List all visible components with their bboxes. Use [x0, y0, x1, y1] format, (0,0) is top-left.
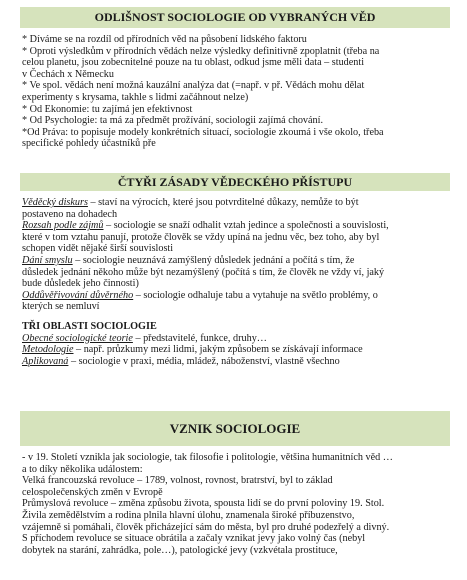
text-line: * Ve spol. vědách není možná kauzální analýza dat (=např. v př. Vědách mohu dělat: [22, 80, 365, 92]
list-item: [22, 333, 450, 345]
list-item: [22, 220, 450, 232]
text-line: S příchodem revoluce se situace obrátila a začaly vznikat jevy jako volný čas (nebyl: [22, 533, 366, 545]
text-line: které v tom vztahu panují, protože člověk se vždy upíná na jednu věc, bez toho, aby byl: [22, 231, 380, 243]
text-line: bude důsledek jeho činnosti): [22, 278, 139, 290]
definition: – staví na výrocích, které jsou potvrditelné důkazy, nemůže to být: [87, 197, 359, 208]
text-line: schopen vidět nějaké širší souvislosti: [22, 243, 174, 255]
text-line: Živila zemědělstvím a rodina plnila hlavní úlohu, znamenala široké příbuzenstvo,: [22, 509, 355, 521]
text-line: - v 19. Století vznikla jak sociologie, tak filosofie i politologie, většina humanitních věd …: [22, 452, 393, 463]
definition: – představitelé, funkce, druhy…: [132, 332, 267, 344]
text-line: Velká francouzská revoluce – 1789, volnost, rovnost, bratrství, byl to základ: [22, 475, 333, 487]
term: Věděcký diskurs: [22, 197, 88, 208]
section-body-origin: [22, 452, 450, 556]
definition: – sociologie neuznává zamýšlený důsledek jednání a počítá s tím, že: [72, 254, 355, 266]
section-heading-text: VZNIK SOCIOLOGIE: [169, 421, 301, 436]
section-heading-text: ČTYŘI ZÁSADY VĚDECKÉHO PŘÍSTUPU: [117, 175, 353, 189]
text-line: specifické pohledy účastníků pře: [22, 138, 156, 150]
section-body-differences: [22, 34, 450, 150]
section-heading-principles: [20, 173, 450, 191]
text-line: * Díváme se na rozdíl od přírodních věd na působení lidského faktoru: [22, 34, 307, 45]
list-item: [22, 344, 450, 356]
spacer: [22, 313, 450, 321]
text-line: v Čechách x Německu: [22, 68, 114, 80]
section-heading-text: ODLIŠNOST SOCIOLOGIE OD VYBRANÝCH VĚD: [94, 10, 376, 24]
text-line: kterých se nemluví: [22, 301, 100, 313]
subheading-areas: TŘI OBLASTI SOCIOLOGIE: [22, 320, 157, 332]
text-line: celospolečenských změn v Evropě: [22, 486, 163, 498]
list-item: [22, 290, 450, 302]
text-line: * Od Psychologie: ta má za předmět prožívání, sociologii zajímá chování.: [22, 115, 324, 127]
text-line: důsledek jednání někoho může být nezamýšlený (počítá s tím, že člověk ne vždy ví, jaký: [22, 266, 385, 278]
text-line: experimenty s krysama, takhle s lidmi začáhnout nelze): [22, 91, 249, 103]
text-line: * Od Ekonomie: tu zajímá jen efektivnost: [22, 103, 193, 115]
term: Dání smyslu: [22, 254, 73, 266]
list-item: [22, 197, 450, 209]
term: Oddůvěřivování důvěrného: [22, 289, 134, 301]
list-item: [22, 356, 450, 368]
definition: – sociologie se snaží odhalit vztah jedince a společnosti a souvislosti,: [103, 220, 389, 232]
text-line: vzájemně si pomáhali, člověk přicházející sám do města, byl pro druhé podezřelý a divný.: [22, 521, 390, 533]
term: Aplikovaná: [22, 355, 69, 367]
definition: – sociologie odhaluje tabu a vytahuje na světlo problémy, o: [133, 289, 378, 301]
section-body-principles: [22, 197, 450, 367]
text-line: * Oproti výsledkům v přírodních vědách nelze výsledky definitivně zpoplatnit (třeba na: [22, 45, 380, 57]
term: Metodologie: [22, 344, 74, 356]
text-line: a to díky několika událostem:: [22, 463, 143, 475]
definition: – sociologie v praxi, média, mládež, náboženství, vlastně všechno: [68, 355, 340, 367]
text-line: postaveno na dohadech: [22, 208, 118, 220]
section-heading-origin: [20, 411, 450, 446]
text-line: *Od Práva: to popisuje modely konkrétních situací, sociologie zkoumá i vše okolo, třeba: [22, 126, 384, 138]
term: Rozsah podle zájmů: [22, 220, 104, 232]
section-heading-differences: [20, 7, 450, 28]
list-item: [22, 255, 450, 267]
definition: – např. průzkumy mezi lidmi, jakým způsobem se získávají informace: [73, 344, 363, 356]
text-line: dobytek na starání, zahrádka, pole…), patologické jevy (vzkvétala prostituce,: [22, 544, 338, 556]
text-line: Průmyslová revoluce – změna způsobu života, spousta lidí se do první poloviny 19. Stol.: [22, 498, 385, 510]
text-line: celou planetu, jsou zobecnitelné pouze na tu oblast, odkud jsme měli data – studenti: [22, 57, 365, 69]
term: Obecné sociologické teorie: [22, 332, 133, 344]
